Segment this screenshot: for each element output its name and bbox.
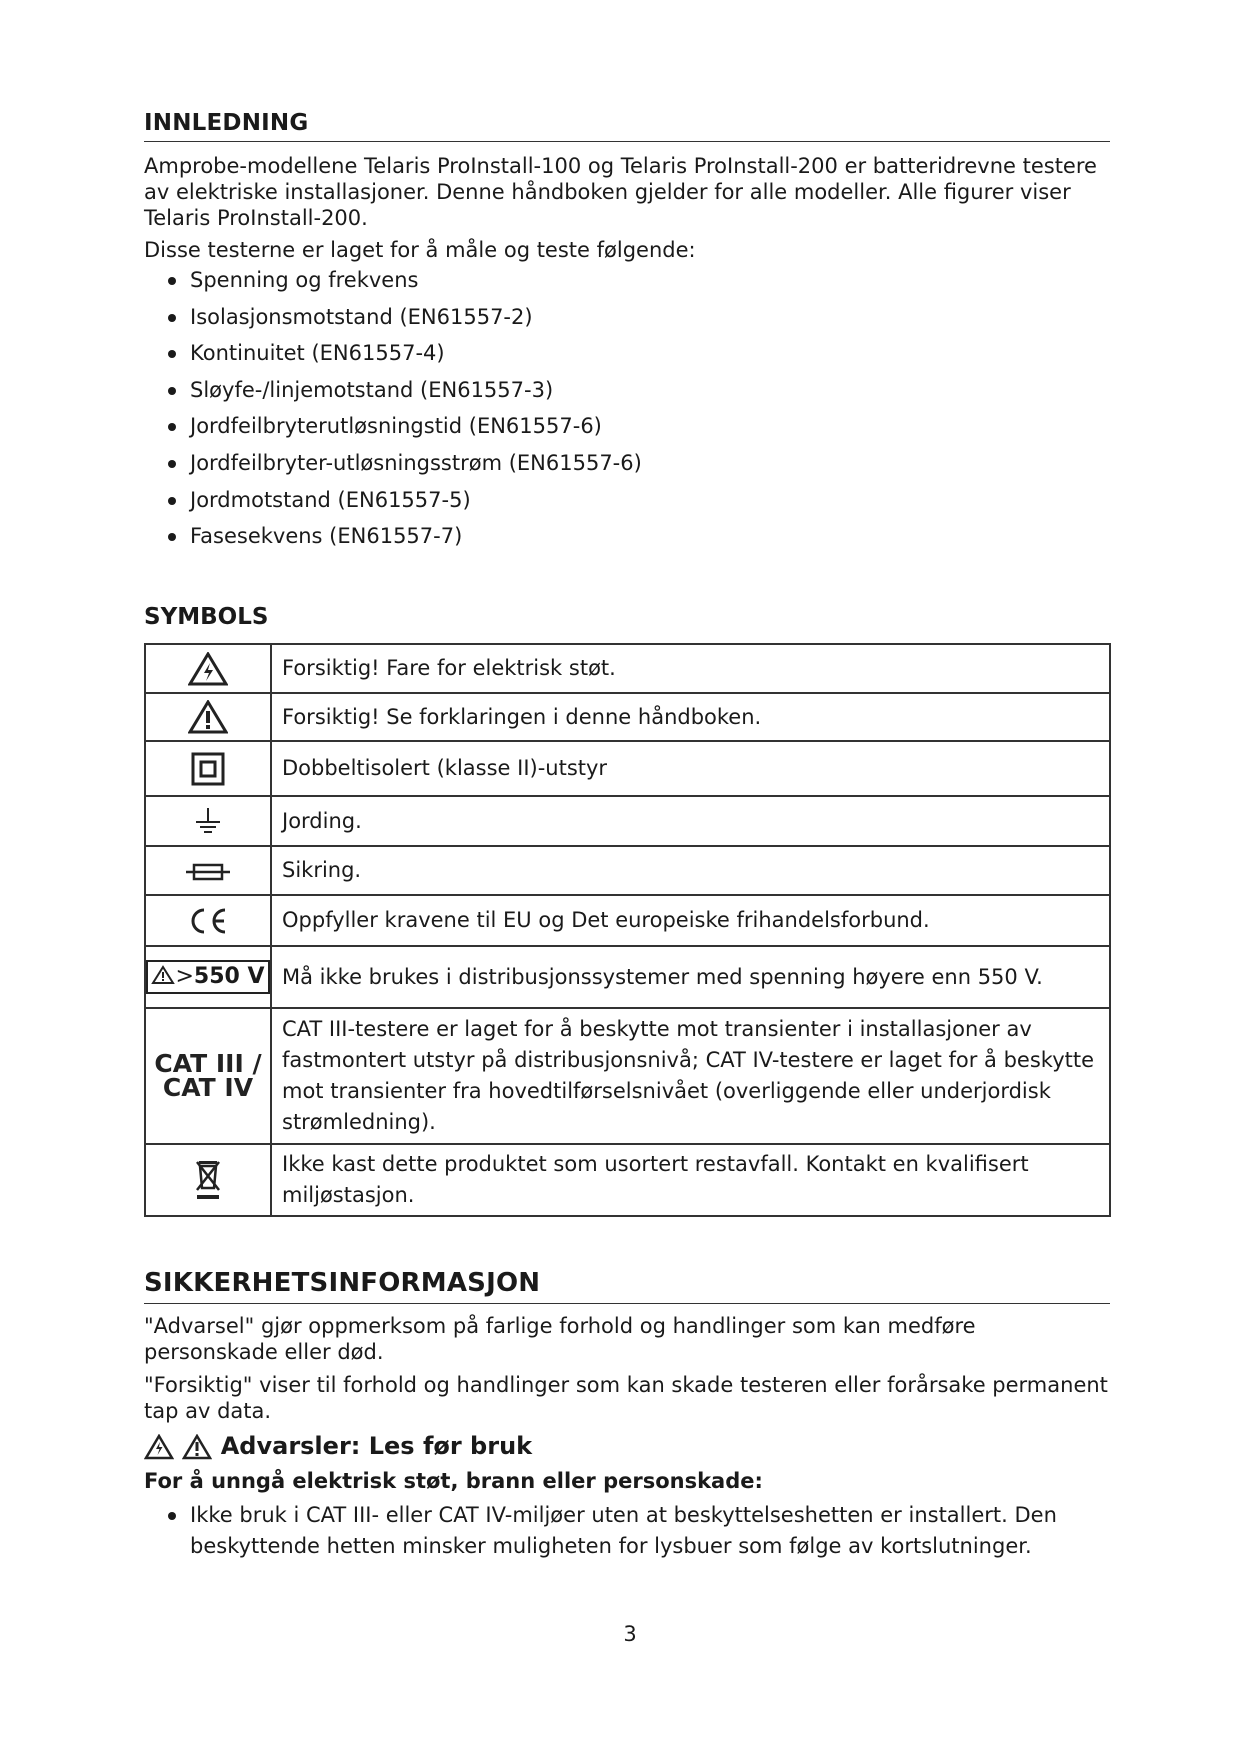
symbol-description: Jording. bbox=[271, 796, 1110, 846]
safety-paragraph-2: "Forsiktig" viser til forhold og handlinger som kan skade testeren eller forårsake permanent tap av data. bbox=[144, 1373, 1108, 1423]
symbol-description: Må ikke brukes i distribusjonssystemer med spenning høyere enn 550 V. bbox=[271, 946, 1110, 1008]
intro-list bbox=[144, 265, 642, 558]
symbol-description: Dobbeltisolert (klasse II)-utstyr bbox=[271, 741, 1110, 796]
max-voltage-badge: >550 V bbox=[146, 960, 269, 994]
warnings-list bbox=[144, 1500, 1110, 1562]
ground-icon bbox=[145, 796, 271, 846]
caution-warning-icon bbox=[182, 1434, 212, 1460]
table-row bbox=[145, 846, 1110, 895]
table-row bbox=[145, 741, 1110, 796]
warnings-title bbox=[144, 1432, 532, 1460]
cat-label-line2: CAT IV bbox=[162, 1073, 254, 1102]
electric-shock-warning-icon bbox=[144, 1434, 174, 1460]
list-item: Jordfeilbryterutløsningstid (EN61557-6) bbox=[144, 411, 642, 448]
ce-mark-icon bbox=[145, 895, 271, 946]
fuse-icon bbox=[145, 846, 271, 895]
weee-bin-icon bbox=[145, 1144, 271, 1216]
warnings-title-text: Advarsler: Les før bruk bbox=[220, 1432, 533, 1460]
table-row bbox=[145, 895, 1110, 946]
safety-heading: SIKKERHETSINFORMASJON bbox=[144, 1268, 1110, 1304]
cat-label-line1: CAT III / bbox=[154, 1049, 262, 1078]
warnings-subheading: For å unngå elektrisk støt, brann eller personskade: bbox=[144, 1469, 763, 1493]
list-item: Jordmotstand (EN61557-5) bbox=[144, 485, 642, 522]
intro-lead: Disse testerne er laget for å måle og teste følgende: bbox=[144, 238, 696, 262]
table-row bbox=[145, 1144, 1110, 1216]
max-voltage-label: 550 V bbox=[193, 964, 265, 989]
symbols-table bbox=[144, 643, 1111, 1217]
table-row bbox=[145, 644, 1110, 693]
list-item bbox=[144, 1500, 1110, 1562]
double-insulation-icon bbox=[145, 741, 271, 796]
safety-paragraph-1: "Advarsel" gjør oppmerksom på farlige forhold og handlinger som kan medføre personskade eller død. bbox=[144, 1314, 976, 1364]
table-row bbox=[145, 946, 1110, 1008]
symbols-heading: SYMBOLS bbox=[144, 604, 269, 630]
symbol-description: CAT III-testere er laget for å beskytte mot transienter i installasjoner av fastmontert utstyr på distribusjonsnivå; CAT IV-testere er laget for å beskytte mot transienter fra hovedtilførselsnivået (overliggende eller underjordisk strømledning). bbox=[271, 1008, 1110, 1144]
caution-warning-icon bbox=[145, 693, 271, 741]
table-row bbox=[145, 796, 1110, 846]
symbol-description: Forsiktig! Se forklaringen i denne håndboken. bbox=[271, 693, 1110, 741]
list-item: Isolasjonsmotstand (EN61557-2) bbox=[144, 302, 642, 339]
electric-shock-warning-icon bbox=[145, 644, 271, 693]
symbol-description: Forsiktig! Fare for elektrisk støt. bbox=[271, 644, 1110, 693]
list-item: Jordfeilbryter-utløsningsstrøm (EN61557-6) bbox=[144, 448, 642, 485]
warning-item-text: Ikke bruk i CAT III- eller CAT IV-miljøer uten at beskyttelseshetten er installert. Den beskyttende hetten minsker muligheten for lysbuer som følge av kortslutninger. bbox=[190, 1503, 1057, 1558]
page-number: 3 bbox=[623, 1622, 637, 1646]
list-item: Sløyfe-/linjemotstand (EN61557-3) bbox=[144, 375, 642, 412]
cat-rating-label bbox=[145, 1008, 271, 1144]
max-voltage-icon bbox=[145, 946, 271, 1008]
symbol-description: Ikke kast dette produktet som usortert restavfall. Kontakt en kvalifisert miljøstasjon. bbox=[271, 1144, 1110, 1216]
list-item: Fasesekvens (EN61557-7) bbox=[144, 521, 642, 558]
intro-heading: INNLEDNING bbox=[144, 110, 1110, 142]
table-row bbox=[145, 693, 1110, 741]
table-row bbox=[145, 1008, 1110, 1144]
list-item: Spenning og frekvens bbox=[144, 265, 642, 302]
intro-paragraph: Amprobe-modellene Telaris ProInstall-100 og Telaris ProInstall-200 er batteridrevne testere av elektriske installasjoner. Denne håndboken gjelder for alle modeller. Alle figurer viser Telaris ProInstall-200. bbox=[144, 154, 1097, 230]
symbol-description: Oppfyller kravene til EU og Det europeiske frihandelsforbund. bbox=[271, 895, 1110, 946]
symbol-description: Sikring. bbox=[271, 846, 1110, 895]
list-item: Kontinuitet (EN61557-4) bbox=[144, 338, 642, 375]
